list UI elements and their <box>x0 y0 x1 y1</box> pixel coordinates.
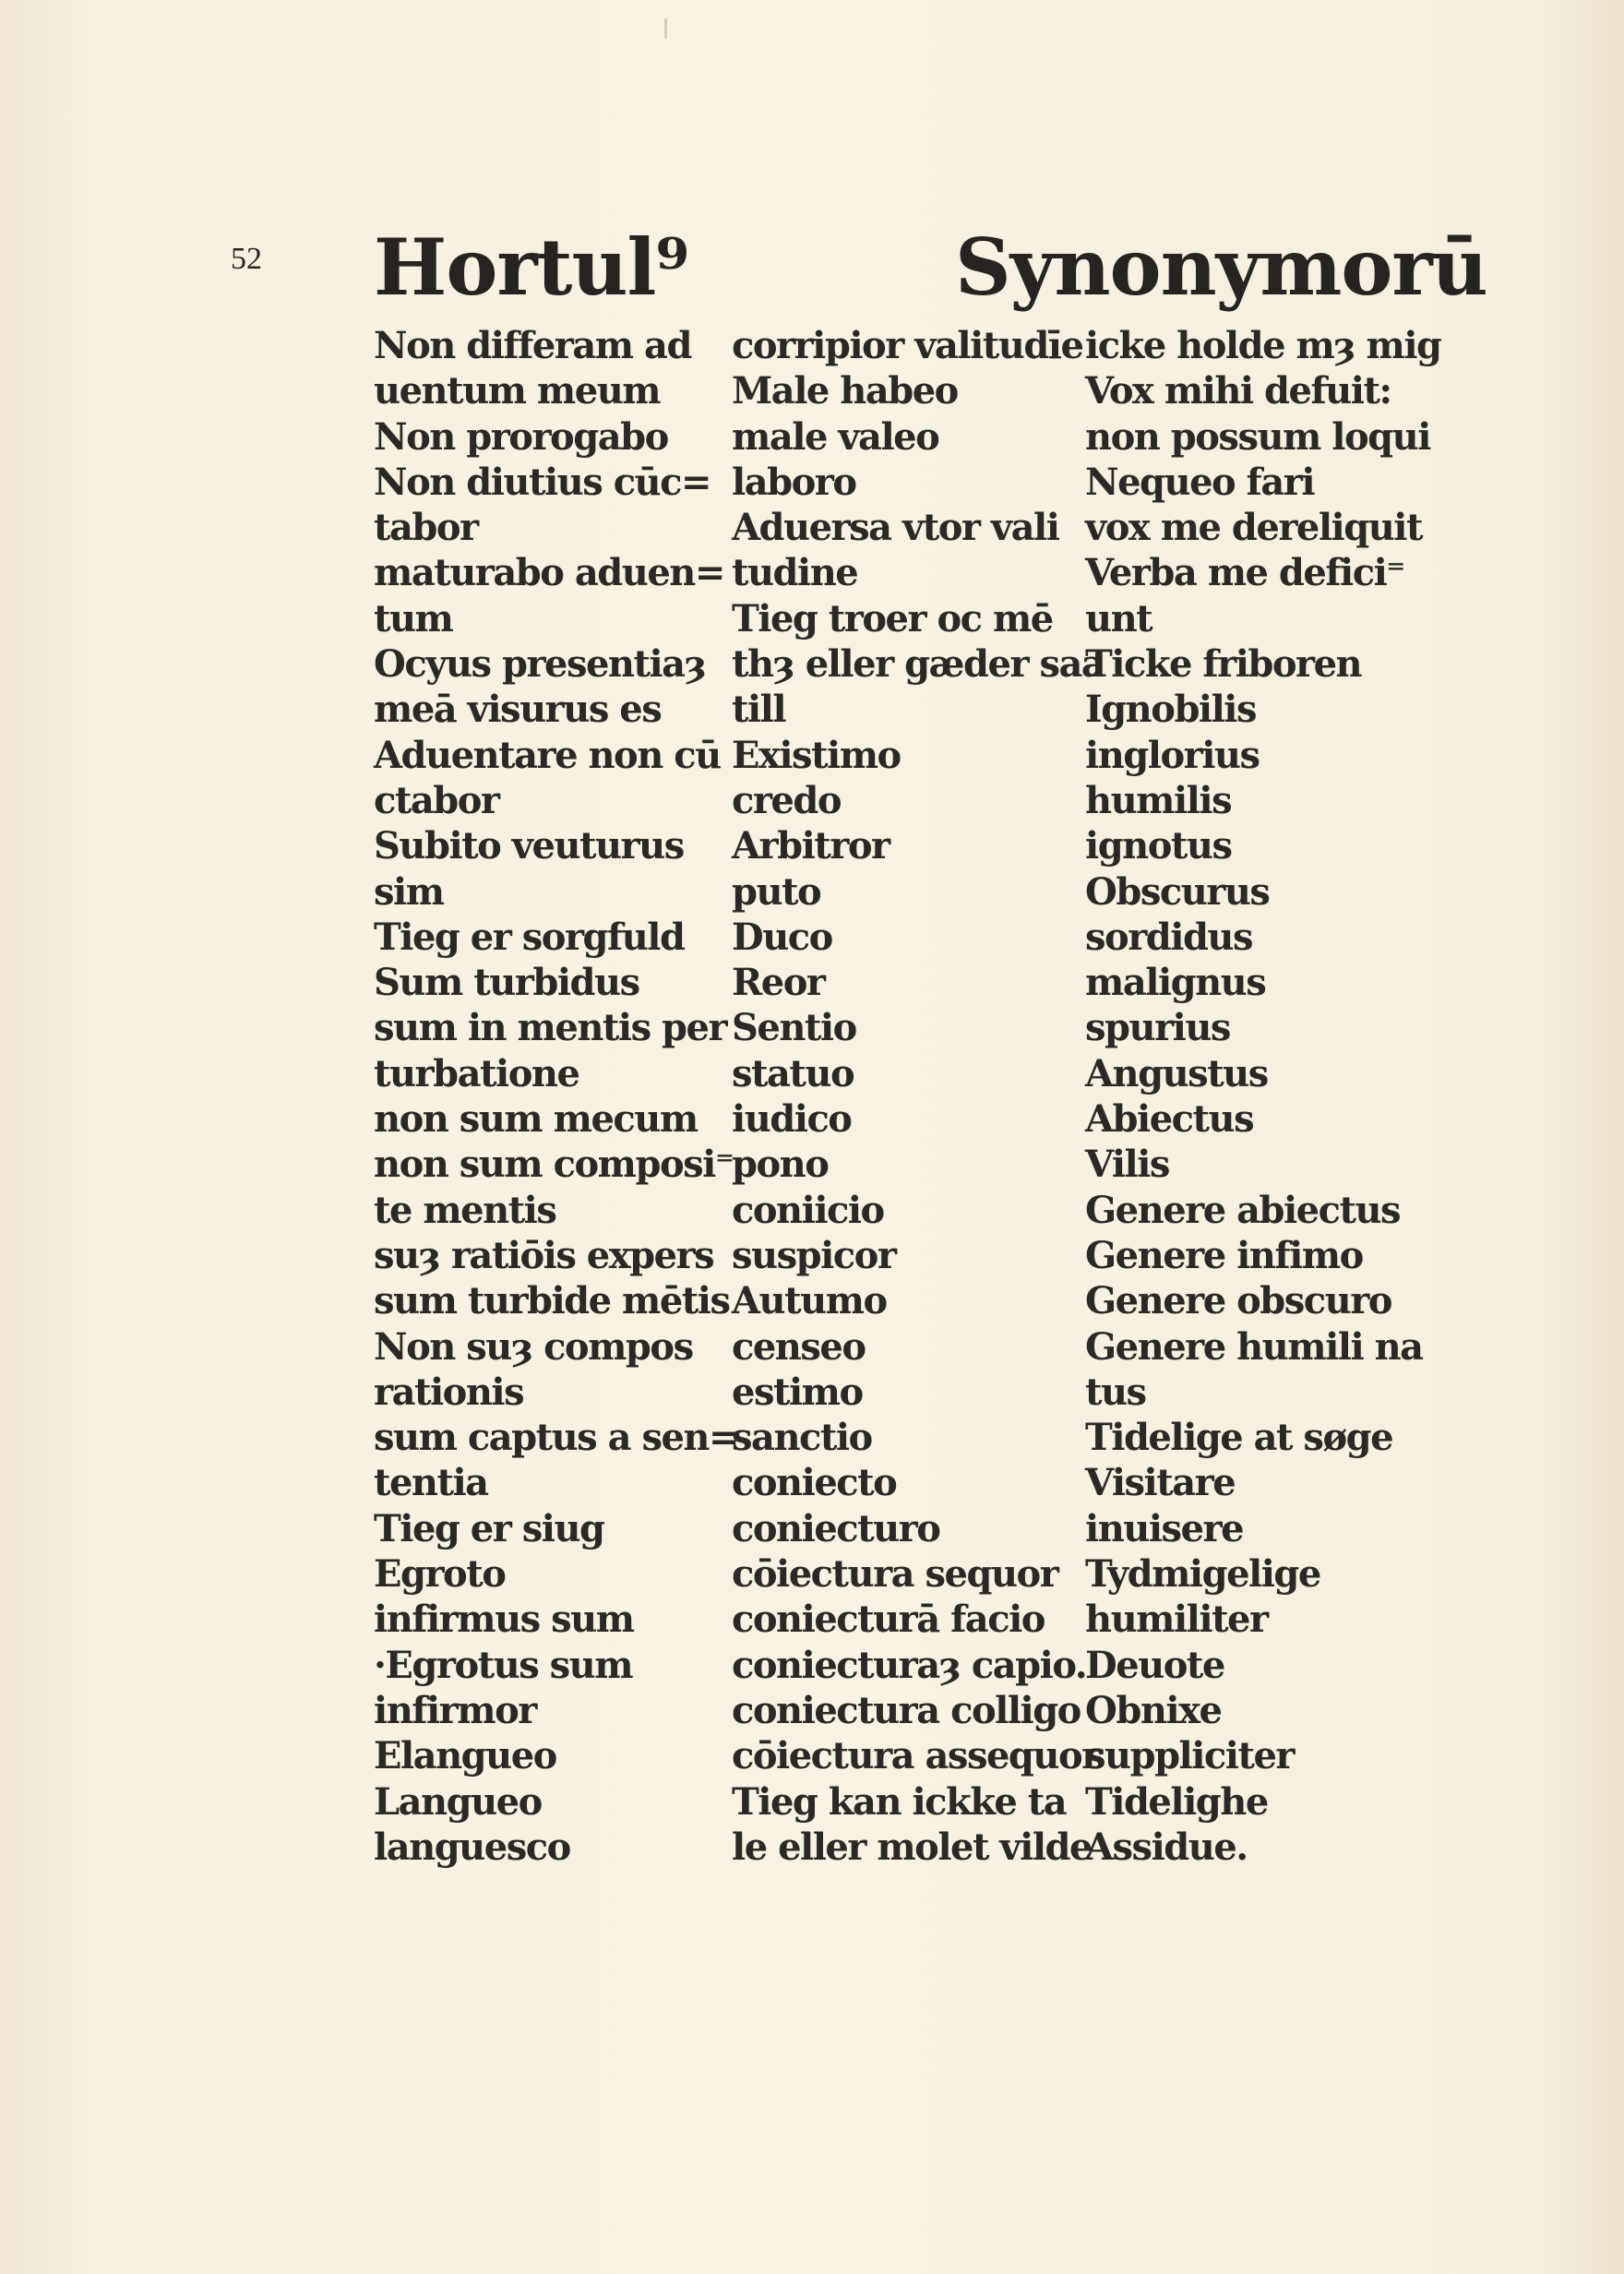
text-line: Genere infimo <box>1085 1233 1363 1277</box>
text-line: male valeo <box>732 414 939 459</box>
text-line: Tieg troer oc mē <box>732 596 1053 640</box>
text-line: meā visurus es <box>374 688 662 732</box>
text-line: malignus <box>1085 961 1266 1005</box>
text-line: infirmus sum <box>374 1598 634 1642</box>
text-line: Obscurus <box>1085 869 1270 914</box>
text-line: turbatione <box>374 1051 579 1095</box>
column-1 <box>374 323 739 1870</box>
running-head-right: Synonymorū <box>955 221 1487 313</box>
text-line: languesco <box>374 1825 570 1869</box>
text-line: pono <box>732 1143 829 1187</box>
text-line: uentum meum <box>374 369 661 413</box>
text-line: cōiectura sequor <box>732 1552 1058 1597</box>
text-line: corripior valitudīe <box>732 324 1083 367</box>
text-line: te mentis <box>374 1188 556 1232</box>
text-line: Genere abiectus <box>1085 1188 1401 1232</box>
text-line: Non prorogabo <box>374 414 668 459</box>
text-line: puto <box>732 869 821 914</box>
text-line: Angustus <box>1085 1051 1268 1095</box>
text-line: Existimo <box>732 733 901 777</box>
text-line: sim <box>374 869 444 914</box>
text-line: ·Egrotus sum <box>374 1643 633 1687</box>
column-3 <box>1085 323 1441 1870</box>
text-line: Genere humili na <box>1085 1324 1423 1369</box>
text-line: coniecturaȝ capio. <box>732 1643 1087 1687</box>
text-line: coniecto <box>732 1461 897 1505</box>
page-crease-mark <box>664 18 667 39</box>
text-line: Tieg kan ickke ta <box>732 1779 1067 1824</box>
text-line: Aduentare non cū <box>374 733 721 777</box>
text-line: Ignobilis <box>1085 688 1257 732</box>
text-line: cōiectura assequor <box>732 1734 1100 1778</box>
text-line: Autumo <box>732 1279 887 1323</box>
text-line: Langueo <box>374 1779 542 1824</box>
text-line: humiliter <box>1085 1598 1268 1642</box>
text-line: ignotus <box>1085 824 1232 868</box>
running-head-left: Hortul⁹ <box>374 221 689 313</box>
page-number: 52 <box>231 242 262 276</box>
text-line: Deuote <box>1085 1643 1224 1687</box>
text-line: Reor <box>732 961 825 1005</box>
text-line: sanctio <box>732 1416 872 1460</box>
text-line: suppliciter <box>1085 1734 1294 1778</box>
text-line: censeo <box>732 1324 866 1369</box>
text-line: suspicor <box>732 1233 896 1277</box>
text-line: inglorius <box>1085 733 1260 777</box>
text-line: coniicio <box>732 1188 884 1232</box>
text-line: Non differam ad <box>374 324 691 367</box>
text-line: Assidue. <box>1085 1825 1248 1869</box>
text-line: tabor <box>374 506 478 550</box>
text-line: credo <box>732 778 842 822</box>
text-line: ctabor <box>374 778 499 822</box>
text-line: Non suȝ compos <box>374 1324 693 1369</box>
text-line: Nequeo fari <box>1085 460 1315 504</box>
text-line: till <box>732 688 786 732</box>
text-line: coniecturā facio <box>732 1598 1045 1642</box>
text-line: non sum mecum <box>374 1097 698 1142</box>
text-line: unt <box>1085 596 1152 640</box>
text-line: suȝ ratiōis expers <box>374 1233 714 1277</box>
text-line: thȝ eller gæder saa <box>732 642 1105 687</box>
text-line: tentia <box>374 1461 488 1505</box>
text-line: Egroto <box>374 1552 506 1597</box>
text-line: Sum turbidus <box>374 961 639 1005</box>
text-line: coniectura colligo <box>732 1688 1081 1732</box>
text-line: inuisere <box>1085 1506 1244 1550</box>
text-line: Duco <box>732 915 832 959</box>
text-line: Male habeo <box>732 369 958 413</box>
text-line: sum captus a sen= <box>374 1416 739 1460</box>
column-2 <box>732 323 1105 1870</box>
text-line: Tieg er sorgfuld <box>374 915 685 959</box>
text-line: statuo <box>732 1051 854 1095</box>
text-line: sum turbide mētis <box>374 1279 730 1323</box>
text-line: Verba me defici⁼ <box>1085 551 1404 595</box>
text-line: Ocyus presentiaȝ <box>374 642 706 687</box>
text-line: maturabo aduen= <box>374 551 724 595</box>
text-line: non possum loqui <box>1085 414 1430 459</box>
text-line: Tidelighe <box>1085 1779 1268 1824</box>
text-line: Sentio <box>732 1006 856 1050</box>
text-line: laboro <box>732 460 856 504</box>
text-line: tudine <box>732 551 858 595</box>
text-line: Vox mihi defuit: <box>1085 369 1391 413</box>
text-line: Ticke friboren <box>1085 642 1362 687</box>
text-line: Tidelige at søge <box>1085 1416 1393 1460</box>
text-line: infirmor <box>374 1688 536 1732</box>
text-line: sum in mentis per <box>374 1006 727 1050</box>
text-line: spurius <box>1085 1006 1230 1050</box>
text-line: Obnixe <box>1085 1688 1222 1732</box>
text-line: Aduersa vtor vali <box>732 506 1059 550</box>
text-line: Genere obscuro <box>1085 1279 1391 1323</box>
text-line: Elangueo <box>374 1734 556 1778</box>
text-line: vox me dereliquit <box>1085 506 1422 550</box>
text-line: Tieg er siug <box>374 1506 604 1550</box>
text-line: le eller molet vilde <box>732 1825 1092 1869</box>
text-line: Vilis <box>1085 1143 1169 1187</box>
text-line: humilis <box>1085 778 1232 822</box>
text-line: tus <box>1085 1370 1146 1414</box>
text-line: coniecturo <box>732 1506 940 1550</box>
text-line: tum <box>374 596 453 640</box>
text-line: sordidus <box>1085 915 1253 959</box>
text-line: iudico <box>732 1097 852 1142</box>
text-line: Visitare <box>1085 1461 1236 1505</box>
text-line: icke holde mȝ mig <box>1085 324 1441 367</box>
text-line: estimo <box>732 1370 863 1414</box>
text-line: Arbitror <box>732 824 890 868</box>
text-line: Tydmigelige <box>1085 1552 1320 1597</box>
text-line: Non diutius cūc= <box>374 460 711 504</box>
text-line: Abiectus <box>1085 1097 1254 1142</box>
text-line: non sum composi⁼ <box>374 1143 734 1187</box>
text-line: Subito veuturus <box>374 824 684 868</box>
text-line: rationis <box>374 1370 524 1414</box>
